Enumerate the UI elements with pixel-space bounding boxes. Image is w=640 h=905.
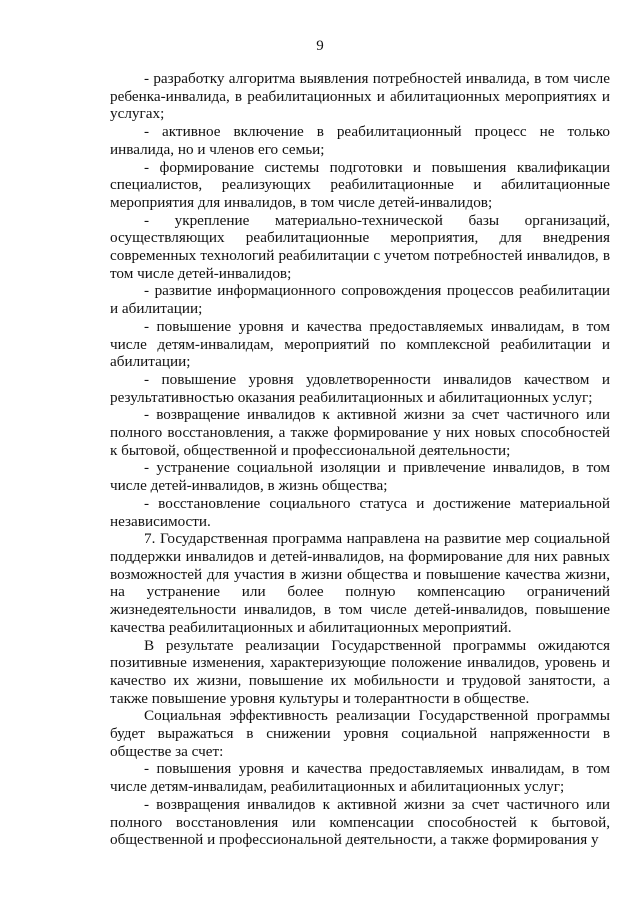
- paragraph: В результате реализации Государственной программы ожидаются позитивные изменения, характеризующие положение инвалидов, уровень и качество их жизни, повышение их мобильности и трудовой занятости, а также повышение уровня культуры и толерантности в обществе.: [110, 636, 610, 707]
- paragraph: - устранение социальной изоляции и привлечение инвалидов, в том числе детей-инвалидов, в жизнь общества;: [110, 459, 610, 495]
- paragraph: - возвращения инвалидов к активной жизни за счет частичного или полного восстановления или компенсации способностей к бытовой, общественной и профессиональной деятельности, а также формирования у: [110, 795, 610, 849]
- paragraph: - разработку алгоритма выявления потребностей инвалида, в том числе ребенка-инвалида, в реабилитационных и абилитационных мероприятиях и услугах;: [110, 70, 610, 123]
- paragraph: - повышение уровня удовлетворенности инвалидов качеством и результативностью оказания реабилитационных и абилитационных услуг;: [110, 370, 610, 406]
- paragraph: Социальная эффективность реализации Государственной программы будет выражаться в снижении уровня социальной напряженности в обществе за счет:: [110, 707, 610, 760]
- paragraph: 7. Государственная программа направлена на развитие мер социальной поддержки инвалидов и детей-инвалидов, на формирование для них равных возможностей для участия в жизни общества и повышение качества жизни, на устранение или более полную компенсацию ограничений жизнедеятельности инвалидов, в том числе детей-инвалидов, повышение качества реабилитационных и абилитационных мероприятий.: [110, 530, 610, 636]
- paragraph: - возвращение инвалидов к активной жизни за счет частичного или полного восстановления, а также формирование у них новых способностей к бытовой, общественной и профессиональной деятельности;: [110, 406, 610, 459]
- paragraph: - повышение уровня и качества предоставляемых инвалидам, в том числе детям-инвалидам, мероприятий по комплексной реабилитации и абилитации;: [110, 317, 610, 371]
- paragraph: - восстановление социального статуса и достижение материальной независимости.: [110, 494, 610, 530]
- paragraph: - формирование системы подготовки и повышения квалификации специалистов, реализующих реабилитационные и абилитационные мероприятия для инвалидов, в том числе детей-инвалидов;: [110, 158, 610, 211]
- document-body: [110, 70, 610, 849]
- page-number: 9: [316, 38, 324, 54]
- paragraph: - повышения уровня и качества предоставляемых инвалидам, в том числе детям-инвалидам, реабилитационных и абилитационных услуг;: [110, 760, 610, 796]
- paragraph: - развитие информационного сопровождения процессов реабилитации и абилитации;: [110, 282, 610, 318]
- paragraph: - укрепление материально-технической базы организаций, осуществляющих реабилитационные мероприятия, для внедрения современных технологий реабилитации с учетом потребностей инвалидов, в том числе детей-инвалидов;: [110, 211, 610, 282]
- paragraph: - активное включение в реабилитационный процесс не только инвалида, но и членов его семьи;: [110, 123, 610, 158]
